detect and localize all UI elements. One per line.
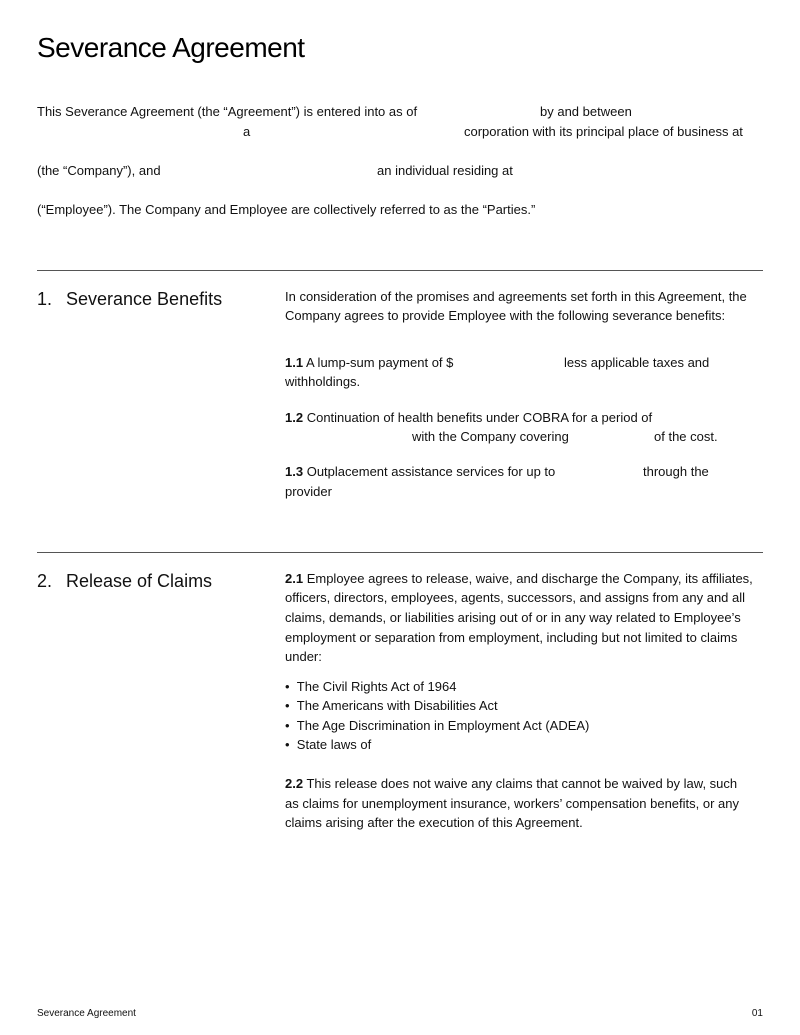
bullet-item: • The Age Discrimination in Employment Act (ADEA) xyxy=(285,718,590,733)
clause-2-2 xyxy=(285,776,737,792)
clause-text: claims arising after the execution of this Agreement. xyxy=(285,815,583,830)
intro-text: by and between xyxy=(540,104,632,119)
clause-1-1 xyxy=(285,355,453,371)
employee-name-field[interactable] xyxy=(170,163,370,179)
outplacement-duration-field[interactable] xyxy=(567,464,639,480)
clause-2-1 xyxy=(285,571,753,587)
divider xyxy=(37,552,763,553)
cost-percentage-field[interactable] xyxy=(578,429,648,445)
bullet-item: • State laws of xyxy=(285,737,372,752)
clause-text: with the Company covering xyxy=(412,429,569,444)
cobra-period-field[interactable] xyxy=(285,429,405,445)
clause-text: Outplacement assistance services for up to xyxy=(306,464,556,479)
agreement-date-field[interactable] xyxy=(430,104,535,120)
clause-text: less applicable taxes and xyxy=(564,355,710,370)
intro-text: (“Employee”). The Company and Employee are collectively referred to as the “Parties.” xyxy=(37,202,536,217)
clause-text: through the xyxy=(643,464,709,479)
footer-label: Severance Agreement xyxy=(37,1008,136,1019)
section-number: 1. xyxy=(37,289,53,309)
body-text: Company agrees to provide Employee with the following severance benefits: xyxy=(285,308,726,323)
company-address-field[interactable] xyxy=(37,144,763,160)
document-title: Severance Agreement xyxy=(37,32,305,63)
bullet-text: The Americans with Disabilities Act xyxy=(296,698,498,713)
clause-text: Continuation of health benefits under COBRA for a period of xyxy=(306,410,653,425)
provider-name-field[interactable] xyxy=(335,484,535,500)
clause-number: 1.2 xyxy=(285,410,304,425)
company-state-field[interactable] xyxy=(255,124,455,140)
bullet-text: State laws of xyxy=(296,737,372,752)
intro-text: a xyxy=(243,124,251,139)
clause-text: withholdings. xyxy=(285,374,361,389)
clause-number: 2.1 xyxy=(285,571,304,586)
clause-text: Employee agrees to release, waive, and discharge the Company, its affiliates, xyxy=(306,571,753,586)
clause-1-3 xyxy=(285,464,555,480)
intro-text: (the “Company”), and xyxy=(37,163,161,178)
state-field[interactable] xyxy=(378,737,528,753)
clause-number: 1.1 xyxy=(285,355,304,370)
bullet-text: The Civil Rights Act of 1964 xyxy=(296,679,457,694)
clause-text: officers, directors, employees, agents, successors, and assigns from any and all xyxy=(285,590,746,605)
intro-text: an individual residing at xyxy=(377,163,513,178)
clause-text: under: xyxy=(285,649,322,664)
intro-text: This Severance Agreement (the “Agreement”) is entered into as of xyxy=(37,104,418,119)
bullet-item: • The Americans with Disabilities Act xyxy=(285,698,498,713)
payment-amount-field[interactable] xyxy=(462,355,557,371)
clause-text: This release does not waive any claims that cannot be waived by law, such xyxy=(306,776,738,791)
divider xyxy=(37,270,763,271)
section-heading: Release of Claims xyxy=(66,571,213,591)
bullet-item: • The Civil Rights Act of 1964 xyxy=(285,679,457,694)
intro-text: corporation with its principal place of business at xyxy=(464,124,743,139)
clause-text: of the cost. xyxy=(654,429,718,444)
clause-text: A lump-sum payment of $ xyxy=(305,355,454,370)
section-heading: Severance Benefits xyxy=(66,289,223,309)
employee-address-field[interactable] xyxy=(37,183,763,199)
body-text: In consideration of the promises and agreements set forth in this Agreement, the xyxy=(285,289,747,304)
clause-text: as claims for unemployment insurance, workers’ compensation benefits, or any xyxy=(285,796,740,811)
clause-text: provider xyxy=(285,484,332,499)
clause-number: 2.2 xyxy=(285,776,304,791)
clause-1-2 xyxy=(285,410,652,426)
section-number: 2. xyxy=(37,571,53,591)
bullet-text: The Age Discrimination in Employment Act (ADEA) xyxy=(296,718,590,733)
clause-text: employment or separation from employment, including but not limited to claims xyxy=(285,630,738,645)
clause-number: 1.3 xyxy=(285,464,304,479)
clause-text: claims, demands, or liabilities arising out of or in any way related to Employee’s xyxy=(285,610,741,625)
page-number: 01 xyxy=(751,1008,763,1019)
company-name-field[interactable] xyxy=(37,124,237,140)
